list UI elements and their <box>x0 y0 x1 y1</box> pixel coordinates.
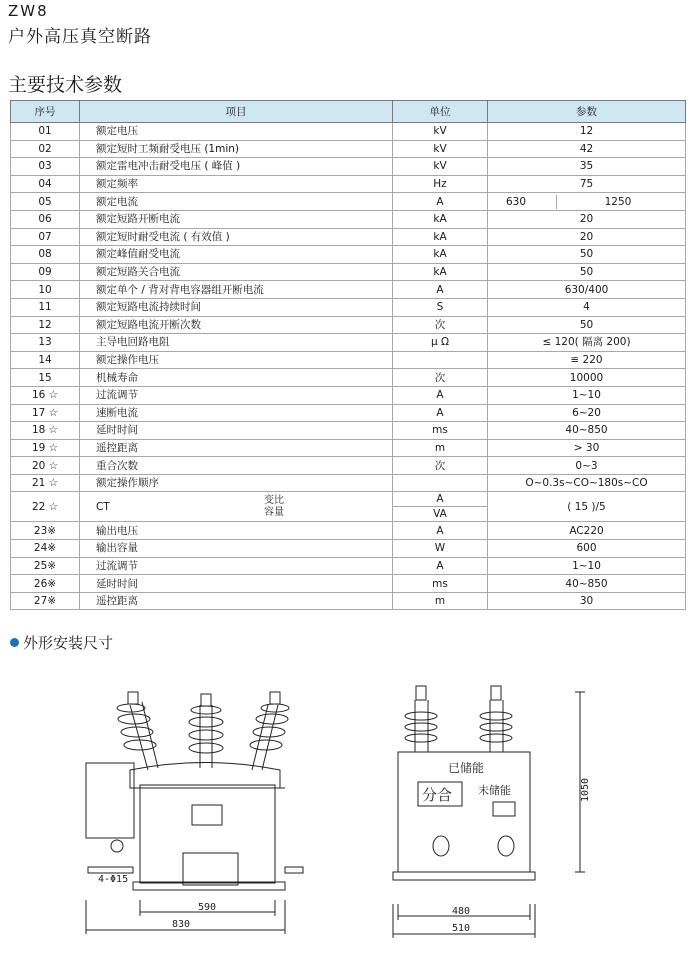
cell-no: 15 <box>11 369 80 387</box>
cell-param: 20 <box>488 228 686 246</box>
cell-no: 05 <box>11 193 80 211</box>
mounting-foot-right <box>285 867 303 873</box>
cell-item-sub-capacity: 容量 <box>264 506 284 518</box>
header-item: 项目 <box>80 101 393 123</box>
cell-unit: A <box>393 193 488 211</box>
cell-item: 重合次数 <box>80 457 393 475</box>
cell-unit: W <box>393 540 488 558</box>
cell-param: 10000 <box>488 369 686 387</box>
cell-no: 25※ <box>11 557 80 575</box>
cell-unit: 次 <box>393 316 488 334</box>
table-row <box>11 334 686 352</box>
cell-no: 27※ <box>11 592 80 610</box>
dim-outer-left: 830 <box>172 919 191 930</box>
label-uncharged: 未储能 <box>478 784 511 797</box>
cell-param: 42 <box>488 140 686 158</box>
cell-unit: A <box>393 522 488 540</box>
cell-item: 遥控距离 <box>80 592 393 610</box>
label-on-off: 分合 <box>422 786 453 804</box>
cell-param: 40~850 <box>488 422 686 440</box>
control-box <box>86 763 134 838</box>
cell-unit: kA <box>393 246 488 264</box>
cell-item: 输出电压 <box>80 522 393 540</box>
spec-table-body <box>11 123 686 610</box>
cell-unit: kA <box>393 263 488 281</box>
table-row <box>11 140 686 158</box>
cell-param: 0~3 <box>488 457 686 475</box>
operating-handle-right <box>498 836 514 856</box>
cell-no: 13 <box>11 334 80 352</box>
cell-item: 额定短路开断电流 <box>80 210 393 228</box>
table-row <box>11 474 686 492</box>
table-row <box>11 351 686 369</box>
side-view-drawing <box>393 686 585 938</box>
cell-param: > 30 <box>488 439 686 457</box>
cell-unit: kV <box>393 123 488 141</box>
table-row <box>11 316 686 334</box>
cell-unit <box>393 351 488 369</box>
cell-param: 6~20 <box>488 404 686 422</box>
insulator-1 <box>117 692 158 770</box>
cell-unit: μ Ω <box>393 334 488 352</box>
cell-item-sub-ratio: 变比 <box>264 494 284 506</box>
cell-param: 50 <box>488 246 686 264</box>
cell-item: 额定操作电压 <box>80 351 393 369</box>
cell-param: 75 <box>488 175 686 193</box>
cell-param: AC220 <box>488 522 686 540</box>
cell-unit <box>393 492 488 522</box>
table-row <box>11 404 686 422</box>
cell-no: 22 ☆ <box>11 492 80 522</box>
cell-no: 24※ <box>11 540 80 558</box>
cell-no: 11 <box>11 298 80 316</box>
cell-unit: A <box>393 281 488 299</box>
cell-unit: kV <box>393 140 488 158</box>
header-param: 参数 <box>488 101 686 123</box>
table-row <box>11 246 686 264</box>
label-charged: 已储能 <box>448 761 485 775</box>
cell-unit-a: A <box>436 493 444 506</box>
dim-height: 1050 <box>580 777 591 802</box>
table-row <box>11 210 686 228</box>
cell-no: 26※ <box>11 575 80 593</box>
side-insulator-1 <box>405 686 437 752</box>
cell-param: 50 <box>488 263 686 281</box>
breaker-body <box>140 785 275 883</box>
cell-item: 额定电流 <box>80 193 393 211</box>
mounting-foot-left <box>88 867 133 873</box>
cell-no: 17 ☆ <box>11 404 80 422</box>
cell-item: 延时时间 <box>80 575 393 593</box>
cell-item: 额定单个 / 背对背电容器组开断电流 <box>80 281 393 299</box>
cell-no: 10 <box>11 281 80 299</box>
cell-unit: kV <box>393 158 488 176</box>
table-row <box>11 281 686 299</box>
table-row <box>11 175 686 193</box>
operating-handle-left <box>433 836 449 856</box>
cell-param: ( 15 )/5 <box>488 492 686 522</box>
header-no: 序号 <box>11 101 80 123</box>
top-cover <box>130 763 280 789</box>
cell-no: 01 <box>11 123 80 141</box>
cell-no: 19 ☆ <box>11 439 80 457</box>
cell-unit: S <box>393 298 488 316</box>
cell-no: 23※ <box>11 522 80 540</box>
cell-item-main: CT <box>96 500 110 513</box>
cell-unit <box>393 474 488 492</box>
holes-label: 4-Φ15 <box>98 874 129 885</box>
table-row <box>11 457 686 475</box>
front-view-drawing <box>86 692 303 934</box>
cell-item: 额定短时工频耐受电压 (1min) <box>80 140 393 158</box>
cell-no: 03 <box>11 158 80 176</box>
table-row <box>11 522 686 540</box>
cell-unit: ms <box>393 422 488 440</box>
section-title: 主要技术参数 <box>8 74 123 96</box>
product-name: 户外高压真空断路 <box>8 27 152 47</box>
hook-icon <box>111 840 123 852</box>
cell-no: 14 <box>11 351 80 369</box>
cell-unit: 次 <box>393 457 488 475</box>
cell-param: ≌ 220 <box>488 351 686 369</box>
cell-param: 630/400 <box>488 281 686 299</box>
nameplate <box>192 805 222 825</box>
cell-item: 额定电压 <box>80 123 393 141</box>
cell-item: 输出容量 <box>80 540 393 558</box>
cell-item: 额定短路关合电流 <box>80 263 393 281</box>
cell-no: 07 <box>11 228 80 246</box>
installation-drawing <box>0 660 700 966</box>
cell-unit: 次 <box>393 369 488 387</box>
cell-no: 06 <box>11 210 80 228</box>
cell-unit: A <box>393 404 488 422</box>
spec-table <box>10 100 686 610</box>
cell-param: 4 <box>488 298 686 316</box>
cell-item: 额定雷电冲击耐受电压 ( 峰值 ) <box>80 158 393 176</box>
dim-inner-right: 480 <box>452 906 471 917</box>
cell-unit-b: VA <box>393 506 487 521</box>
cell-param: O~0.3s~CO~180s~CO <box>488 474 686 492</box>
front-panel <box>183 853 238 885</box>
cell-param: 35 <box>488 158 686 176</box>
table-row <box>11 298 686 316</box>
table-row <box>11 386 686 404</box>
cell-item: 额定短路电流开断次数 <box>80 316 393 334</box>
cell-unit: A <box>393 557 488 575</box>
cell-item: 额定短路电流持续时间 <box>80 298 393 316</box>
cell-param: ≤ 120( 隔离 200) <box>488 334 686 352</box>
cell-item: 遥控距离 <box>80 439 393 457</box>
model-code: ZW8 <box>8 2 49 20</box>
cell-unit: m <box>393 439 488 457</box>
table-header-row <box>11 101 686 123</box>
cell-param: 50 <box>488 316 686 334</box>
table-row <box>11 575 686 593</box>
cell-no: 02 <box>11 140 80 158</box>
header-unit: 单位 <box>393 101 488 123</box>
cell-unit: m <box>393 592 488 610</box>
cell-item: 额定短时耐受电流 ( 有效值 ) <box>80 228 393 246</box>
cell-item: 额定频率 <box>80 175 393 193</box>
table-row <box>11 540 686 558</box>
table-row <box>11 228 686 246</box>
cell-no: 18 ☆ <box>11 422 80 440</box>
cell-unit: Hz <box>393 175 488 193</box>
side-insulator-2 <box>480 686 512 752</box>
cell-param: 600 <box>488 540 686 558</box>
cell-item: 机械寿命 <box>80 369 393 387</box>
table-row <box>11 263 686 281</box>
cell-no: 04 <box>11 175 80 193</box>
table-row <box>11 123 686 141</box>
side-base <box>393 872 535 880</box>
cell-unit: kA <box>393 228 488 246</box>
table-row <box>11 557 686 575</box>
side-nameplate <box>493 802 515 816</box>
cell-item <box>80 492 393 522</box>
table-row <box>11 439 686 457</box>
insulator-3 <box>250 692 289 770</box>
cell-param: 1~10 <box>488 386 686 404</box>
cell-item: 额定操作顺序 <box>80 474 393 492</box>
bullet-icon <box>10 638 19 647</box>
dim-outer-right: 510 <box>452 923 471 934</box>
cell-no: 12 <box>11 316 80 334</box>
insulator-2 <box>189 694 223 768</box>
cell-no: 21 ☆ <box>11 474 80 492</box>
table-row <box>11 492 686 522</box>
cell-param: 1~10 <box>488 557 686 575</box>
cell-param: 40~850 <box>488 575 686 593</box>
cell-no: 16 ☆ <box>11 386 80 404</box>
cell-param: 12 <box>488 123 686 141</box>
cell-no: 20 ☆ <box>11 457 80 475</box>
cell-item: 主导电回路电阻 <box>80 334 393 352</box>
cell-param: 20 <box>488 210 686 228</box>
cell-no: 09 <box>11 263 80 281</box>
table-row <box>11 422 686 440</box>
cell-param <box>488 193 686 211</box>
cell-item: 过流调节 <box>80 386 393 404</box>
cell-unit: kA <box>393 210 488 228</box>
dims-title <box>10 632 113 653</box>
cell-item: 延时时间 <box>80 422 393 440</box>
cell-item: 额定峰值耐受电流 <box>80 246 393 264</box>
dim-inner-left: 590 <box>198 902 217 913</box>
cell-unit: ms <box>393 575 488 593</box>
table-row <box>11 592 686 610</box>
table-row <box>11 369 686 387</box>
cell-item: 速断电流 <box>80 404 393 422</box>
cell-no: 08 <box>11 246 80 264</box>
cell-param-a: 630 <box>506 195 557 209</box>
cell-item: 过流调节 <box>80 557 393 575</box>
cell-param-b: 1250 <box>604 195 632 208</box>
table-row <box>11 158 686 176</box>
cell-unit: A <box>393 386 488 404</box>
cell-param: 30 <box>488 592 686 610</box>
dims-title-text: 外形安装尺寸 <box>23 634 114 652</box>
table-row <box>11 193 686 211</box>
